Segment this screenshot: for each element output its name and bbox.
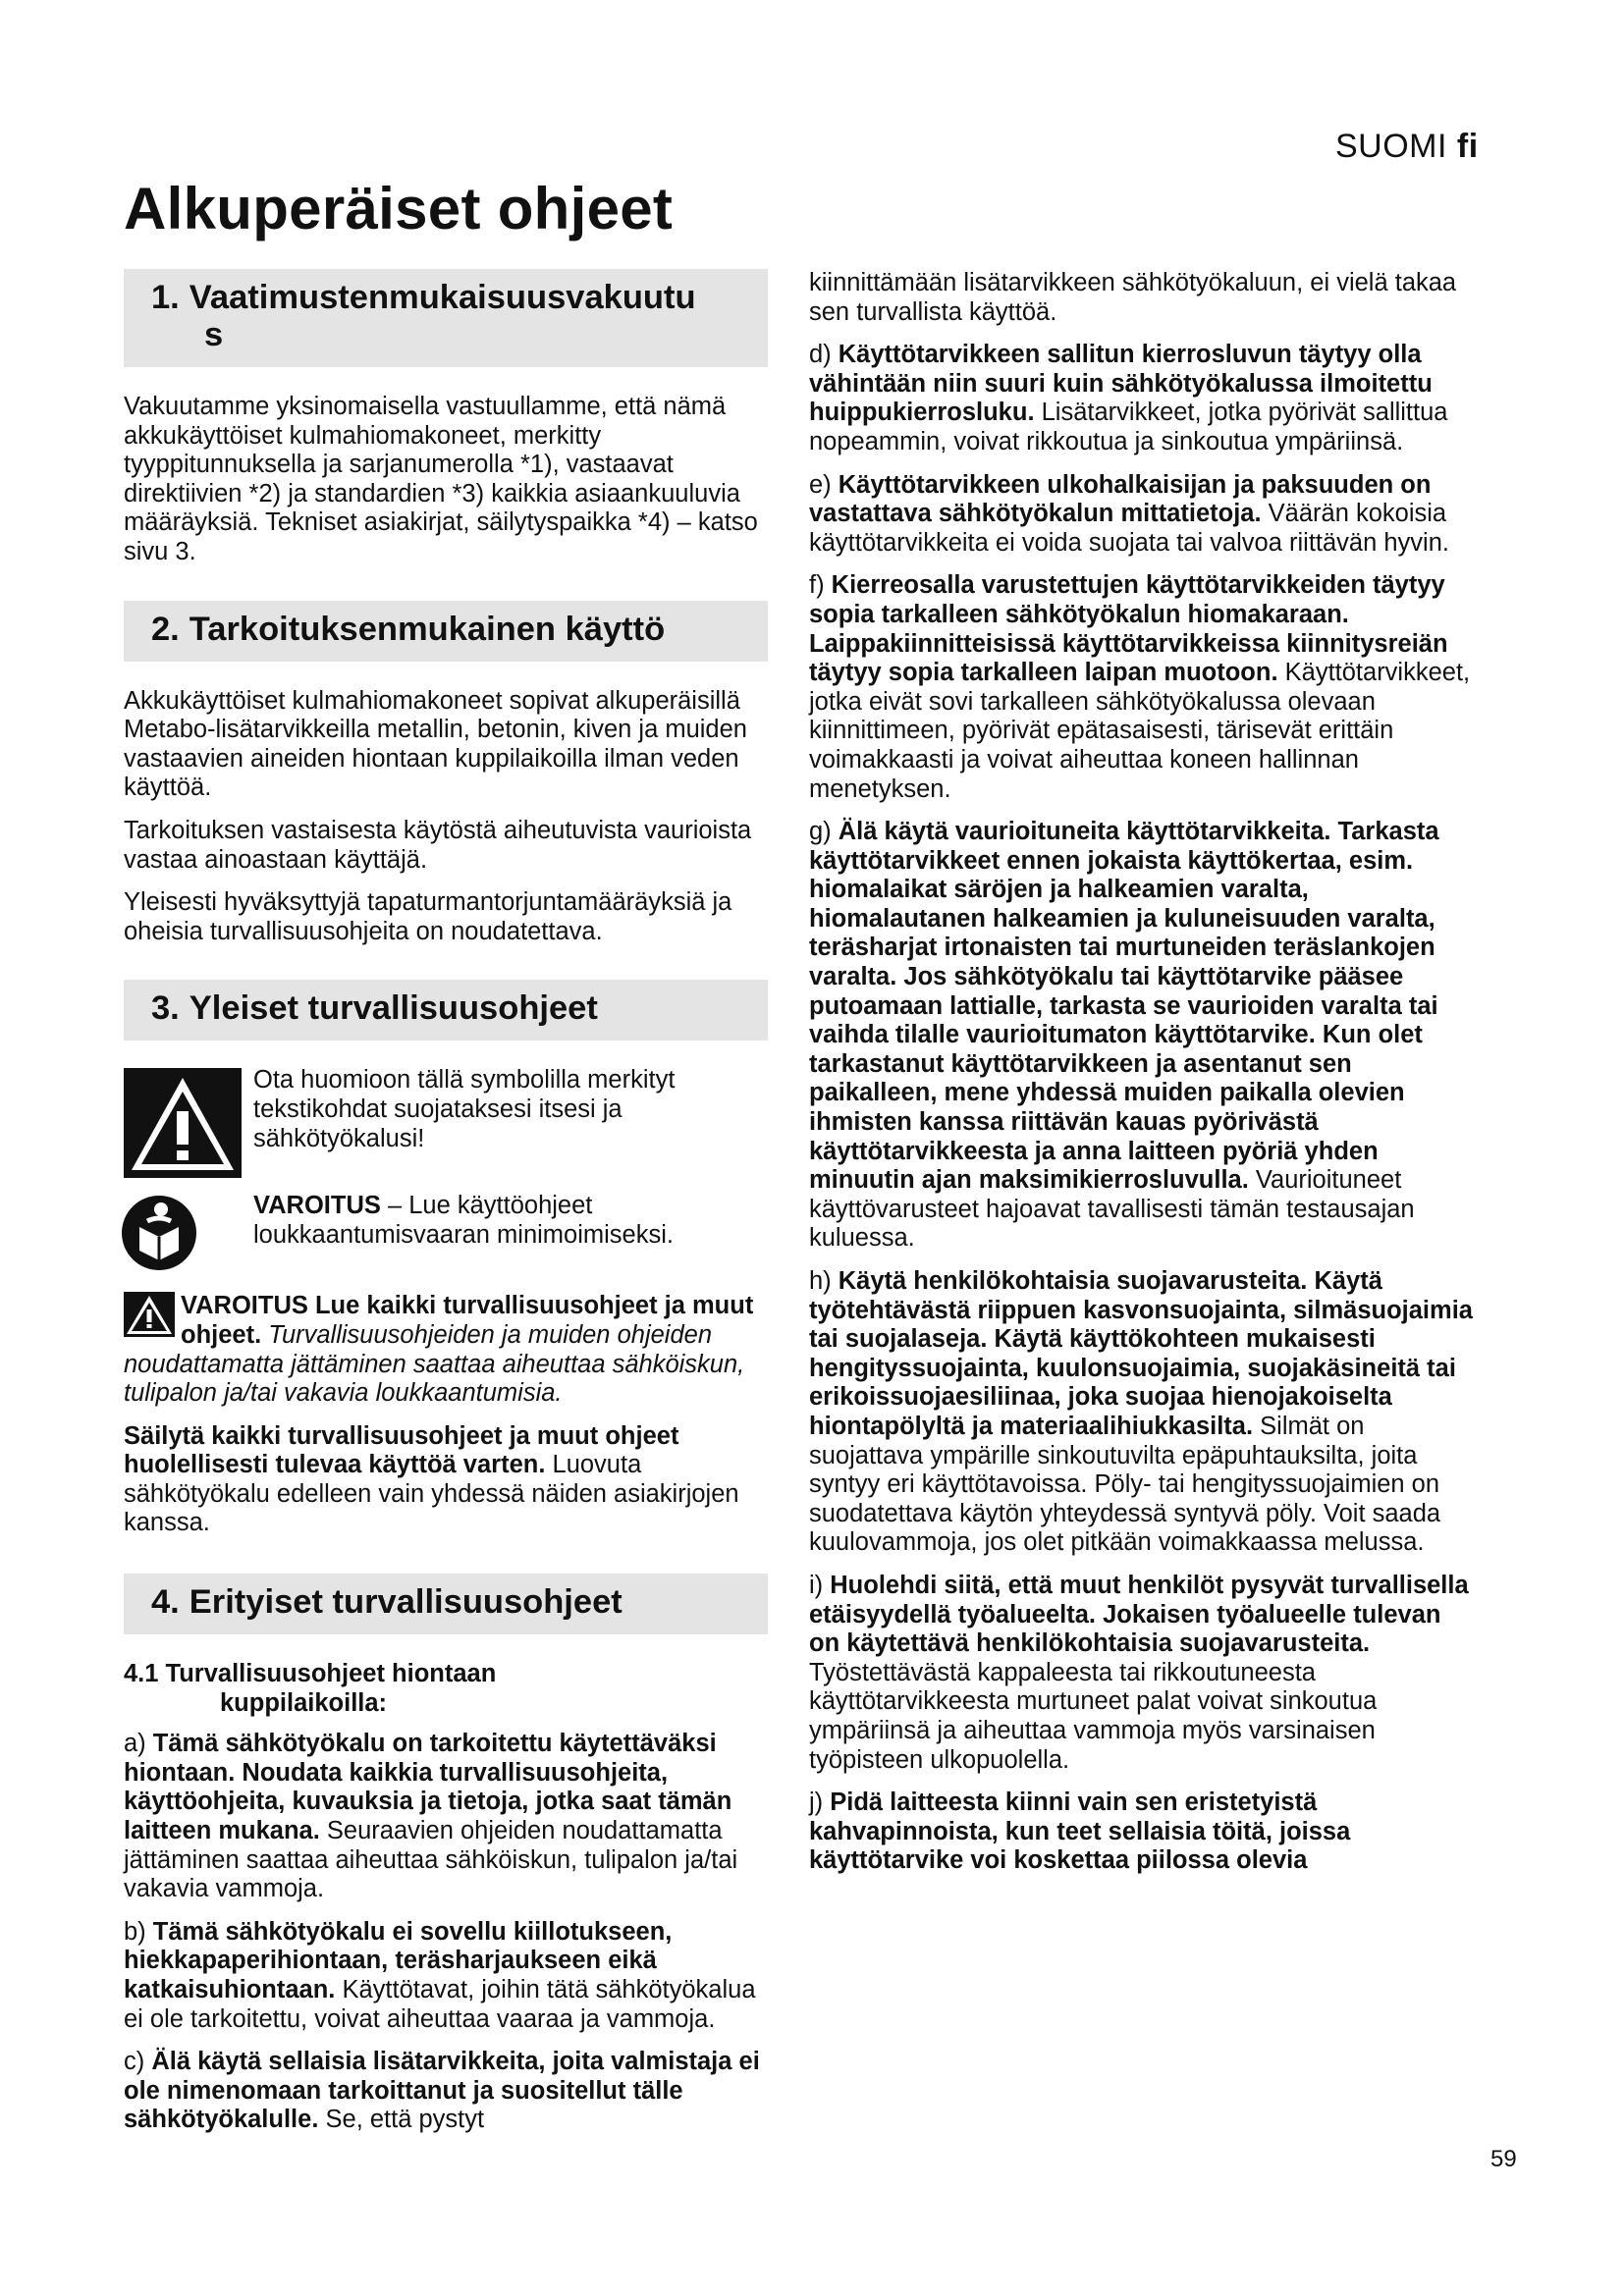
list-item	[809, 471, 1473, 559]
warning-label: VAROITUS	[253, 1192, 381, 1220]
general-warning-italic: Turvallisuusohjeiden ja muiden ohjeiden noudattamatta jättäminen saattaa aiheuttaa sähköiskun, tulipalon ja/tai vakavia loukkaantumisia.	[124, 1320, 745, 1408]
item-bold: Älä käytä sellaisia lisätarvikkeita, joita valmistaja ei ole nimenomaan tarkoittanut ja suositellut tälle sähkötyökalulle.	[124, 2048, 760, 2134]
item-letter: b)	[124, 1917, 153, 1946]
left-column	[124, 269, 768, 2149]
page-title: Alkuperäiset ohjeet	[124, 176, 674, 241]
list-item	[809, 1572, 1473, 1775]
language-code: fi	[1456, 128, 1479, 165]
keep-instructions-bold: Säilytä kaikki turvallisuusohjeet ja muut ohjeet huolellisesti tulevaa käyttöä varten.	[124, 1421, 679, 1479]
section-2-heading	[124, 601, 768, 662]
page-number: 59	[1490, 2146, 1517, 2172]
item-text: Seuraavien ohjeiden noudattamatta jättäminen saattaa aiheuttaa sähköiskun, tulipalon ja/tai vakavia vammoja.	[124, 1817, 738, 1903]
list-item	[809, 1267, 1473, 1558]
paragraph: Akkukäyttöiset kulmahiomakoneet sopivat alkuperäisillä Metabo-lisätarvikkeilla metallin, betonin, kiven ja muiden vastaavien aineiden hiontaan kuppilaikoilla ilman veden käyttöä.	[124, 686, 747, 802]
symbol-note-row	[124, 1066, 768, 1182]
list-item	[124, 2048, 768, 2135]
list-item	[809, 1789, 1473, 1876]
item-letter: g)	[809, 818, 839, 846]
general-warning	[124, 1292, 768, 1408]
item-bold: Älä käytä vaurioituneita käyttötarvikkeita. Tarkasta käyttötarvikkeet ennen jokaista käyttökertaa, esim. hiomalaikat säröjen ja halkeamien varalta, hiomalautanen halkeamien ja kuluneisuuden varalta, teräsharjat irtonaisten tai murtuneiden teräslankojen varalta. Jos sähkötyökalu tai käyttötarvike pääsee putoamaan lattialle, tarkasta se vaurioiden varalta tai vaihda tilalle vaurioitumaton käyttötarvike. Kun olet tarkastanut käyttötarvikkeen ja asentanut sen paikalleen, mene yhdessä muiden paikalla olevien ihmisten kanssa riittävän kauas pyörivästä käyttötarvikkeesta ja anna laitteen pyöriä yhden minuutin ajan maksimikierrosluvulla.	[809, 818, 1439, 1195]
item-bold: Käyttötarvikkeen ulkohalkaisijan ja paksuuden on vastattava sähkötyökalun mittatietoja.	[809, 470, 1432, 528]
warning-read-manual	[253, 1192, 768, 1250]
subsection-heading	[124, 1660, 768, 1718]
item-letter: h)	[809, 1267, 839, 1295]
item-letter: a)	[124, 1730, 153, 1758]
list-item	[809, 571, 1473, 804]
warning-text: – Lue käyttöohjeet loukkaantumisvaaran minimoimiseksi.	[253, 1192, 674, 1249]
item-text: Väärän kokoisia käyttötarvikkeita ei voida suojata tai valvoa riittävän hyvin.	[809, 500, 1449, 557]
right-column	[809, 269, 1473, 1890]
item-bold: Käytä henkilökohtaisia suojavarusteita. Käytä työtehtävästä riippuen kasvonsuojainta, silmäsuojaimia tai suojalaseja. Käytä käyttökohteen mukaisesti hengityssuojainta, kuulonsuojaimia, suojakäsineitä tai erikoissuojaesiliinaa, joka suojaa hienojakoiselta hiontapölyltä ja materiaalihiukkasilta.	[809, 1267, 1473, 1440]
item-text: Lisätarvikkeet, jotka pyörivät sallittua nopeammin, voivat rikkoutua ja sinkoutua ympäriinsä.	[809, 399, 1448, 455]
section-number: 2.	[151, 610, 180, 648]
item-letter: d)	[809, 341, 839, 369]
section-number: 3.	[151, 989, 180, 1028]
item-text: Työstettävästä kappaleesta tai rikkoutuneesta käyttötarvikkeesta murtuneet palat voivat sinkoutua ympäriinsä ja aiheuttaa vammoja myös varsinaisen työpisteen ulkopuolella.	[809, 1658, 1378, 1774]
continued-text: kiinnittämään lisätarvikkeen sähkötyökaluun, ei vielä takaa sen turvallista käyttöä.	[809, 269, 1457, 326]
list-item	[124, 1918, 768, 2034]
item-bold: Tämä sähkötyökalu on tarkoitettu käytettäväksi hiontaan. Noudata kaikkia turvallisuusohjeita, käyttöohjeita, kuvauksia ja tietoja, jotka saat tämän laitteen mukana.	[124, 1730, 732, 1845]
read-manual-row	[124, 1192, 768, 1274]
paragraph: Tarkoituksen vastaisesta käytöstä aiheutuvista vaurioista vastaa ainoastaan käyttäjä.	[124, 816, 752, 874]
section-title: Yleiset turvallisuusohjeet	[189, 989, 598, 1028]
item-bold: Kierreosalla varustettujen käyttötarvikkeiden täytyy sopia tarkalleen sähkötyökalun hiomakaraan. Laippakiinnitteisissä käyttötarvikkeissa kiinnitysreiän täytyy sopia tarkalleen laipan muotoon.	[809, 571, 1448, 687]
section-number: 1.	[151, 279, 180, 316]
general-warning-bold: VAROITUS Lue kaikki turvallisuusohjeet ja muut ohjeet.	[181, 1292, 754, 1349]
item-bold: Pidä laitteesta kiinni vain sen eristetyistä kahvapinnoista, kun teet sellaisia töitä, joissa käyttötarvike voi koskettaa piilossa olevia	[809, 1789, 1351, 1875]
section-title: Tarkoituksenmukainen käyttö	[189, 610, 666, 648]
section-number: 4.	[151, 1583, 180, 1622]
item-text: Käyttötavat, joihin tätä sähkötyökalua ei ole tarkoitettu, voivat aiheuttaa vaaraa ja vammoja.	[124, 1976, 756, 2033]
item-bold: Käyttötarvikkeen sallitun kierrosluvun täytyy olla vähintään niin suuri kuin sähkötyökalussa ilmoitettu huippukierrosluku.	[809, 341, 1433, 427]
list-item	[809, 341, 1473, 456]
section-1-heading	[124, 269, 768, 367]
keep-instructions-text: Luovuta sähkötyökalu edelleen vain yhdessä näiden asiakirjojen kanssa.	[124, 1451, 739, 1537]
item-text: Silmät on suojattava ympärille sinkoutuvilta epäpuhtauksilta, joita syntyy eri käyttötavoissa. Pöly- tai hengityssuojaimien on suodatettava käytön yhteydessä syntyvä pöly. Voit saada kuulovammoja, jos olet pitkään voimakkaassa melussa.	[809, 1412, 1441, 1557]
section-4-heading	[124, 1574, 768, 1634]
paragraph: Yleisesti hyväksyttyjä tapaturmantorjuntamääräyksiä ja oheisia turvallisuusohjeita on noudatettava.	[124, 888, 732, 945]
item-bold: Tämä sähkötyökalu ei sovellu kiillotukseen, hiekkapaperihiontaan, teräsharjaukseen eikä katkaisuhiontaan.	[124, 1917, 673, 2003]
item-letter: j)	[809, 1789, 831, 1817]
language-header	[1335, 128, 1479, 166]
warning-triangle-icon	[124, 1068, 242, 1178]
item-text: Se, että pystyt	[318, 2106, 485, 2134]
item-letter: c)	[124, 2048, 152, 2076]
list-item	[124, 1730, 768, 1904]
item-text: Käyttötarvikkeet, jotka eivät sovi tarkalleen sähkötyökalussa olevaan kiinnittimeen, pyörivät epätasaisesti, tärisevät erittäin voimakkaasti ja voivat aiheuttaa koneen hallinnan menetyksen.	[809, 659, 1471, 803]
item-letter: e)	[809, 470, 839, 499]
item-letter: f)	[809, 571, 832, 600]
section-title: Erityiset turvallisuusohjeet	[189, 1583, 623, 1622]
keep-instructions	[124, 1422, 768, 1538]
section-title-cont: s	[204, 316, 224, 353]
symbol-note: Ota huomioon tällä symbolilla merkityt tekstikohdat suojataksesi itsesi ja sähkötyökalusi!	[253, 1066, 676, 1152]
item-letter: i)	[809, 1571, 831, 1599]
section-title: Vaatimustenmukaisuusvakuutu	[189, 279, 696, 316]
list-item	[809, 818, 1473, 1254]
item-text: Vaurioituneet käyttövarusteet hajoavat tavallisesti tämän testausajan kuluessa.	[809, 1166, 1415, 1253]
subsection-title: 4.1 Turvallisuusohjeet hiontaan	[124, 1660, 497, 1688]
read-manual-icon	[120, 1194, 198, 1272]
item-bold: Huolehdi siitä, että muut henkilöt pysyvät turvallisella etäisyydellä työalueelta. Jokaisen työalueelle tulevan on käytettävä henkilökohtaisia suojavarusteita.	[809, 1571, 1469, 1658]
section-3-heading	[124, 980, 768, 1041]
warning-triangle-small-icon	[124, 1292, 175, 1337]
subsection-title-cont: kuppilaikoilla:	[220, 1688, 388, 1717]
declaration-text: Vakuutamme yksinomaisella vastuullamme, että nämä akkukäyttöiset kulmahiomakoneet, merkitty tyyppitunnuksella ja sarjanumerolla *1), vastaavat direktiivien *2) ja standardien *3) kaikkia asiaankuuluvia määräyksiä. Tekniset asiakirjat, säilytyspaikka *4) – katso sivu 3.	[124, 393, 758, 565]
language-name: SUOMI	[1335, 128, 1447, 165]
